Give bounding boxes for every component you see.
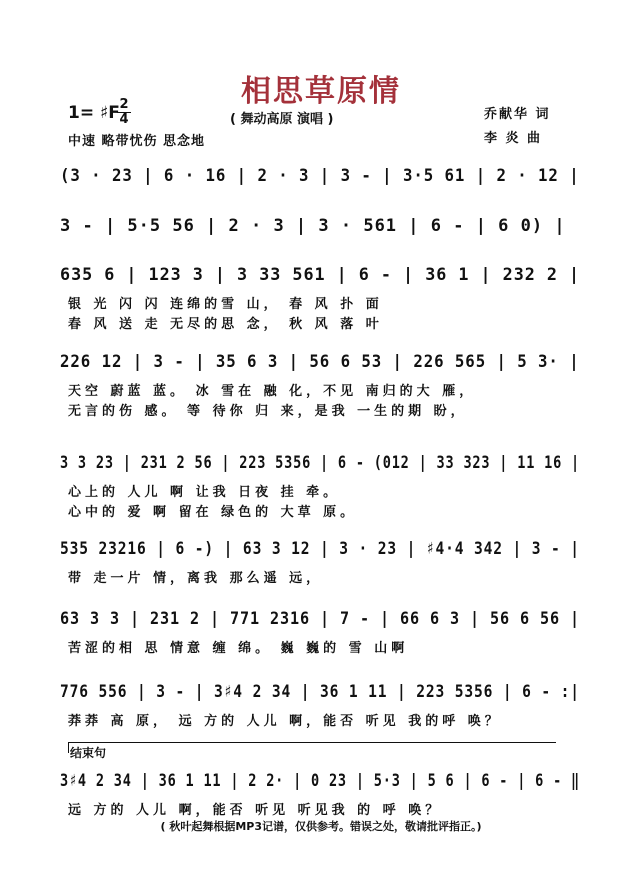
meter-top: 2 xyxy=(119,97,129,112)
lyrics-verse-1: 天空 蔚蓝 蓝。 冰 雪在 融 化，不见 南归的大 雁， xyxy=(68,384,477,399)
notation: (3 · 23 | 6 · 16 | 2 · 3 | 3 - | 3·5 61 | 2 · 12 | xyxy=(60,166,580,186)
key-signature: 1= ♯F xyxy=(68,103,120,123)
notation: 776 556 | 3 - | 3♯4 2 34 | 36 1 11 | 223 5356 | 6 - :| xyxy=(60,682,580,702)
meter-bottom: 4 xyxy=(119,112,129,127)
song-title: 相思草原情 xyxy=(241,74,401,109)
lyrics-verse-2: 无言的伤 感。 等 待你 归 来，是我 一生的期 盼， xyxy=(68,404,468,419)
lyrics-line: 带 走一片 情，离我 那么遥 远， xyxy=(68,571,324,586)
time-signature xyxy=(116,98,132,127)
lyrics-line: 苦涩的相 思 情意 缠 绵。 巍 巍的 雪 山啊 xyxy=(68,641,409,656)
notation: 635 6 | 123 3 | 3 33 561 | 6 - | 36 1 | 232 2 | xyxy=(60,265,581,285)
lyrics-verse-1: 心上的 人儿 啊 让我 日夜 挂 牵。 xyxy=(68,485,341,500)
composer-credit: 李 炎 曲 xyxy=(484,131,543,146)
notation: 226 12 | 3 - | 35 6 3 | 56 6 53 | 226 565 | 5 3· | xyxy=(60,352,580,372)
ending-label: 结束句 xyxy=(70,746,107,760)
notation: 3 3 23 | 231 2 56 | 223 5356 | 6 - (012 | 33 323 | 11 16 | xyxy=(60,453,580,473)
notation: 63 3 3 | 231 2 | 771 2316 | 7 - | 66 6 3 | 56 6 56 | xyxy=(60,609,580,629)
lyrics-verse-1: 银 光 闪 闪 连绵的雪 山， 春 风 扑 面 xyxy=(68,297,383,312)
notation: 3♯4 2 34 | 36 1 11 | 2 2· | 0 23 | 5·3 | 5 6 | 6 - | 6 - ‖ xyxy=(60,771,580,791)
ending-bracket xyxy=(68,742,556,753)
performer-credit: ( 舞动高原 演唱 ) xyxy=(230,112,334,127)
lyrics-verse-2: 春 风 送 走 无尽的思 念， 秋 风 落 叶 xyxy=(68,317,383,332)
notation: 3 - | 5·5 56 | 2 · 3 | 3 · 561 | 6 - | 6 0) | xyxy=(60,216,566,236)
transcriber-note: ( 秋叶起舞根据MP3记谱，仅供参考。错误之处，敬请批评指正。) xyxy=(160,820,482,833)
notation: 535 23216 | 6 -) | 63 3 12 | 3 · 23 | ♯4·4 342 | 3 - | xyxy=(60,539,580,559)
lyrics-line: 莽莽 高 原， 远 方的 人儿 啊，能否 听见 我的呼 唤？ xyxy=(68,714,502,729)
lyrics-line: 远 方的 人儿 啊，能否 听见 听见我 的 呼 唤？ xyxy=(68,803,443,818)
tempo-marking: 中速 略带忧伤 思念地 xyxy=(68,134,206,149)
lyrics-verse-2: 心中的 爱 啊 留在 绿色的 大草 原。 xyxy=(68,505,358,520)
lyricist-credit: 乔献华 词 xyxy=(484,107,551,122)
